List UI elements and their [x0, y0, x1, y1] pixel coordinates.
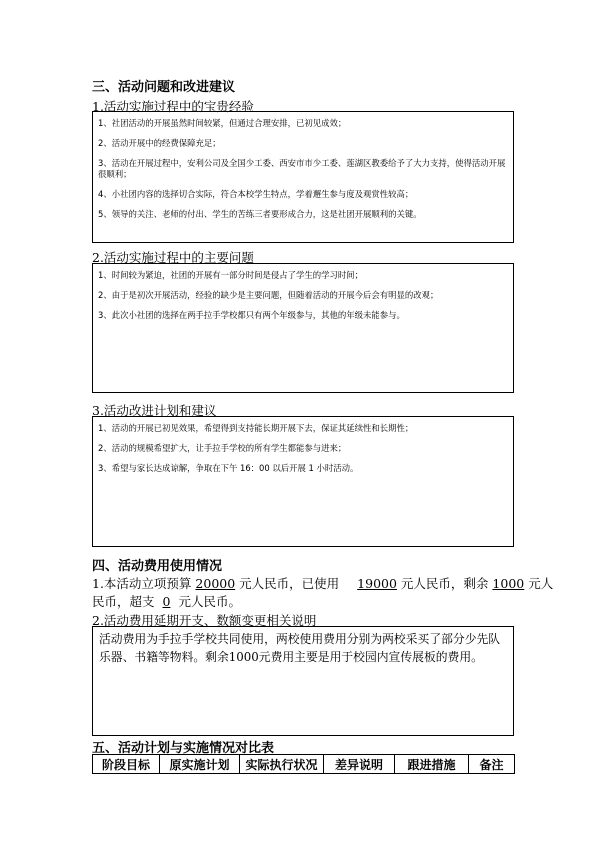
- budget-text-1: 1.本活动立项预算: [92, 576, 192, 591]
- problems-line-3: 3、此次小社团的选择在两手拉手学校都只有两个年级参与，其他的年级未能参与。: [98, 310, 405, 320]
- improvement-title: 3.活动改进计划和建议: [92, 403, 217, 418]
- section3-heading: 三、活动问题和改进建议: [92, 80, 236, 95]
- budget-text-5: 民币，超支: [92, 594, 155, 609]
- problems-title: 2.活动实施过程中的主要问题: [92, 250, 254, 265]
- experience-line-5: 5、领导的关注、老师的付出、学生的苦练三者要形成合力，这是社团开展顺利的关键。: [98, 209, 422, 219]
- experience-line-3: 3、活动在开展过程中，安利公司及全国少工委、西安市市少工委、莲湖区教委给予了大力支持，使得活动开展很顺利；: [98, 158, 506, 179]
- experience-line-1: 1、社团活动的开展虽然时间较紧，但通过合理安排，已初见成效；: [98, 118, 347, 128]
- budget-text-2: 元人民币，已使用: [239, 576, 340, 591]
- problems-line-1: 1、时间较为紧迫，社团的开展有一部分时间是侵占了学生的学习时间；: [98, 270, 363, 280]
- col-actual-status: 实际执行状况: [240, 755, 324, 774]
- experience-line-2: 2、活动开展中的经费保障充足；: [98, 138, 221, 148]
- experience-title: 1.活动实施过程中的宝贵经验: [92, 99, 254, 114]
- col-original-plan: 原实施计划: [160, 755, 240, 774]
- improvement-box: [92, 416, 514, 547]
- comparison-table: [92, 754, 515, 774]
- col-difference: 差异说明: [324, 755, 395, 774]
- experience-box: [92, 111, 514, 243]
- budget-value: 20000: [195, 576, 236, 591]
- col-remarks: 备注: [469, 755, 515, 774]
- col-follow-up: 跟进措施: [395, 755, 469, 774]
- improvement-line-1: 1、活动的开展已初见效果，希望得到支持能长期开展下去，保证其延续性和长期性；: [98, 423, 414, 433]
- table-header-row: [93, 755, 515, 774]
- over-value: 0: [162, 594, 171, 609]
- expense-explanation: 活动费用为手拉手学校共同使用，两校使用费用分别为两校采买了部分少先队乐器、书籍等物料。剩余1000元费用主要是用于校园内宣传展板的费用。: [99, 632, 501, 664]
- expense-change-box: [92, 626, 514, 736]
- remain-value: 1000: [492, 576, 525, 591]
- used-value: 19000: [357, 576, 397, 591]
- col-stage-goal: 阶段目标: [93, 755, 160, 774]
- budget-text-4: 元人: [528, 576, 554, 591]
- section5-heading: 五、活动计划与实施情况对比表: [92, 741, 275, 756]
- improvement-line-3: 3、希望与家长达成谅解，争取在下午 16：00 以后开展 1 小时活动。: [98, 463, 359, 473]
- improvement-line-2: 2、活动的规模希望扩大，让手拉手学校的所有学生都能参与进来；: [98, 443, 347, 453]
- budget-line-1: [92, 574, 553, 592]
- budget-text-6: 元人民币。: [178, 594, 241, 609]
- budget-line-2: [92, 592, 241, 610]
- section4-heading: 四、活动费用使用情况: [92, 559, 223, 574]
- expense-change-title: 2.活动费用延期开支、数额变更相关说明: [92, 613, 317, 628]
- budget-text-3: 元人民币，剩余: [400, 576, 489, 591]
- experience-line-4: 4、小社团内容的选择切合实际，符合本校学生特点，学着邂生参与度及观赏性较高；: [98, 189, 414, 199]
- problems-box: [92, 263, 514, 393]
- problems-line-2: 2、由于是初次开展活动，经验的缺少是主要问题，但随着活动的开展今后会有明显的改观；: [98, 290, 439, 300]
